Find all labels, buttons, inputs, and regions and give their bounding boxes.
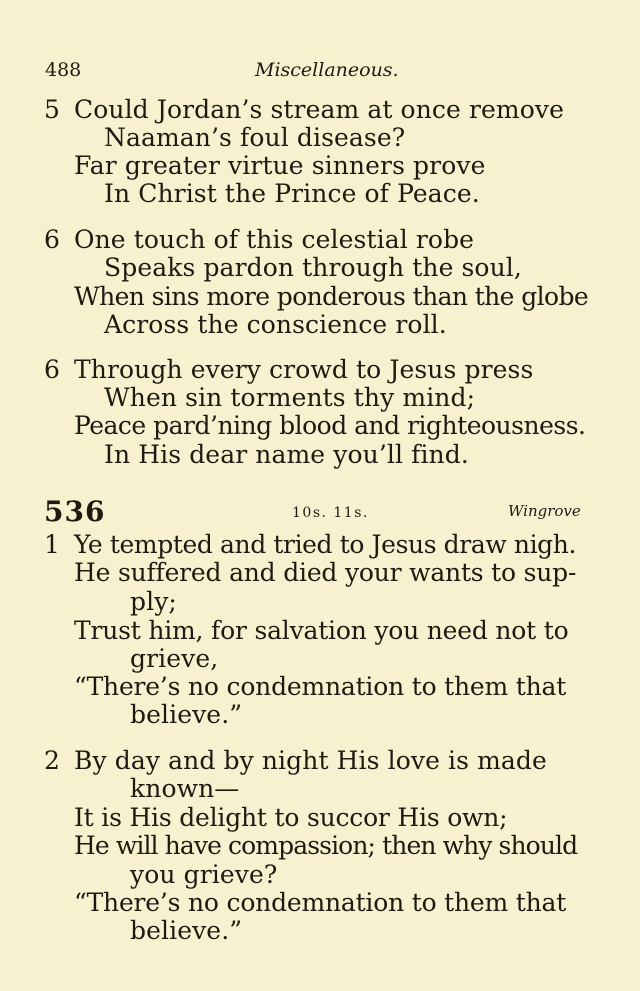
hymn-meter: 10s. 11s. bbox=[292, 505, 369, 521]
stanza-line: In Christ the Prince of Peace. bbox=[104, 179, 480, 208]
stanza-line: One touch of this celestial robe bbox=[74, 225, 475, 254]
stanza-line: believe.” bbox=[130, 700, 243, 729]
stanza-line: you grieve? bbox=[130, 860, 278, 889]
stanza-line: In His dear name you’ll find. bbox=[104, 440, 469, 469]
stanza-line: ply; bbox=[130, 587, 177, 616]
stanza-line: It is His delight to succor His own; bbox=[74, 803, 508, 832]
hymn-tune: Wingrove bbox=[508, 502, 581, 520]
stanza-line: Peace pard’ning blood and righteousness. bbox=[74, 411, 586, 440]
stanza-line: Naaman’s foul disease? bbox=[104, 123, 406, 152]
stanza-number: 2 bbox=[44, 746, 60, 775]
stanza-line: known— bbox=[130, 774, 240, 803]
stanza-number: 6 bbox=[44, 225, 60, 254]
stanza-line: Ye tempted and tried to Jesus draw nigh. bbox=[74, 530, 577, 559]
stanza-line: believe.” bbox=[130, 916, 243, 945]
stanza-line: He suffered and died your wants to sup- bbox=[74, 558, 577, 587]
stanza-line: Through every crowd to Jesus press bbox=[74, 355, 534, 384]
section-title: Miscellaneous. bbox=[255, 59, 399, 81]
stanza-line: When sins more ponderous than the globe bbox=[74, 282, 589, 311]
stanza-number: 6 bbox=[44, 355, 60, 384]
stanza-line: grieve, bbox=[130, 644, 219, 673]
stanza-line: “There’s no condemnation to them that bbox=[74, 672, 567, 701]
hymn-number: 536 bbox=[44, 495, 106, 528]
stanza-line: When sin torments thy mind; bbox=[104, 383, 476, 412]
stanza-line: Speaks pardon through the soul, bbox=[104, 253, 522, 282]
stanza-line: Could Jordan’s stream at once remove bbox=[74, 95, 564, 124]
stanza-line: “There’s no condemnation to them that bbox=[74, 888, 567, 917]
page-number: 488 bbox=[45, 59, 82, 81]
stanza-line: He will have compassion; then why should bbox=[74, 831, 578, 860]
stanza-line: Across the conscience roll. bbox=[104, 310, 447, 339]
stanza-number: 5 bbox=[44, 95, 60, 124]
stanza-line: Far greater virtue sinners prove bbox=[74, 151, 486, 180]
stanza-line: Trust him, for salvation you need not to bbox=[74, 616, 569, 645]
stanza-line: By day and by night His love is made bbox=[74, 746, 547, 775]
stanza-number: 1 bbox=[44, 530, 60, 559]
